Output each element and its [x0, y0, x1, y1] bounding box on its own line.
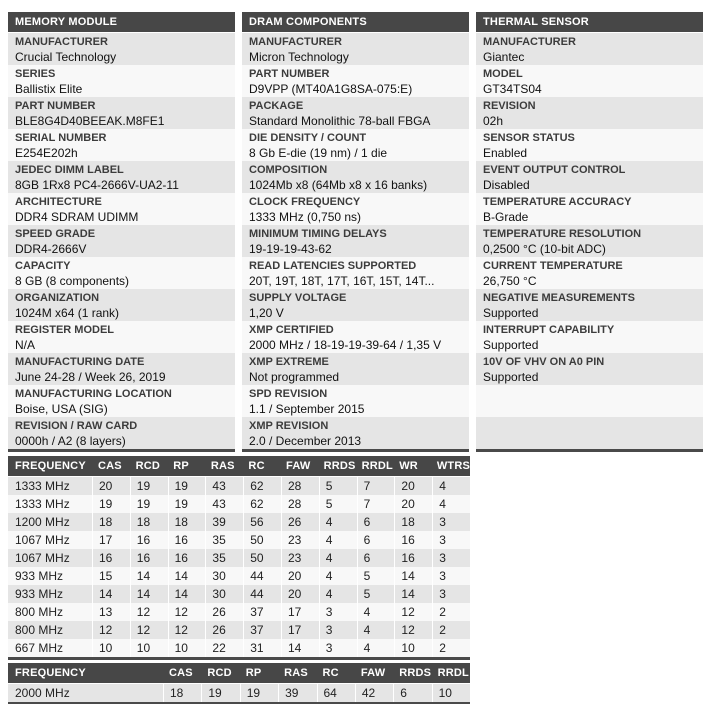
- timing-value-cell: 18: [92, 513, 130, 531]
- timing-value-cell: 4: [319, 549, 357, 567]
- spec-label: ORGANIZATION: [15, 292, 100, 304]
- spec-row: [476, 289, 703, 321]
- timing-value-cell: 4: [319, 585, 357, 603]
- timing-value-cell: 50: [243, 531, 281, 549]
- timing-value-cell: 37: [243, 621, 281, 639]
- spec-value: 2000 MHz / 18-19-19-39-64 / 1,35 V: [249, 338, 442, 352]
- spec-row: [242, 33, 469, 65]
- spec-row: [476, 33, 703, 65]
- spec-row: [242, 289, 469, 321]
- spec-label: SPD REVISION: [249, 388, 328, 400]
- spec-label: JEDEC DIMM LABEL: [15, 164, 124, 176]
- spec-label: REGISTER MODEL: [15, 324, 115, 336]
- spec-label: TEMPERATURE ACCURACY: [483, 196, 632, 208]
- timing-value-cell: 12: [394, 621, 432, 639]
- spec-label: PART NUMBER: [249, 68, 330, 80]
- spec-label: REVISION / RAW CARD: [15, 420, 138, 432]
- spec-value: Not programmed: [249, 370, 340, 384]
- timing-value-cell: 43: [205, 477, 243, 495]
- spec-row: [476, 225, 703, 257]
- timing-value-cell: 6: [393, 684, 431, 702]
- spec-label: NEGATIVE MEASUREMENTS: [483, 292, 635, 304]
- spec-value: 26,750 °C: [483, 274, 537, 288]
- spec-label: EVENT OUTPUT CONTROL: [483, 164, 626, 176]
- spec-value: Crucial Technology: [15, 50, 117, 64]
- timing-value-cell: 35: [205, 531, 243, 549]
- timing-value-cell: 44: [243, 567, 281, 585]
- timing-value-cell: 18: [130, 513, 168, 531]
- spec-value: Boise, USA (SIG): [15, 402, 108, 416]
- timing-frequency-cell: 1200 MHz: [15, 515, 70, 529]
- timing-value-cell: 14: [168, 585, 206, 603]
- timing-value-cell: 20: [394, 495, 432, 513]
- timing-value-cell: 17: [281, 603, 319, 621]
- spec-row: [242, 385, 469, 417]
- spec-row: [242, 161, 469, 193]
- spec-row: [242, 353, 469, 385]
- timing-row: [8, 477, 470, 495]
- spec-value: Supported: [483, 370, 539, 384]
- spec-label: CAPACITY: [15, 260, 71, 272]
- timing-value-cell: 19: [92, 495, 130, 513]
- spec-row: [242, 225, 469, 257]
- xmp-timings-table: [8, 663, 470, 704]
- memory-module-panel: [8, 12, 235, 452]
- timing-value-cell: 28: [281, 477, 319, 495]
- timing-header-cell: CAS: [98, 460, 122, 472]
- timing-row: [8, 684, 470, 702]
- timing-value-cell: 16: [130, 531, 168, 549]
- timing-value-cell: 42: [355, 684, 393, 702]
- spec-row: [8, 193, 235, 225]
- timing-value-cell: 62: [243, 495, 281, 513]
- timing-value-cell: 18: [163, 684, 201, 702]
- timing-value-cell: 2: [432, 621, 470, 639]
- timing-header-cell: RAS: [210, 460, 235, 472]
- timing-value-cell: 12: [168, 603, 206, 621]
- timing-header-cell: FREQUENCY: [15, 667, 86, 679]
- timing-value-cell: 14: [92, 585, 130, 603]
- timing-value-cell: 39: [278, 684, 316, 702]
- spec-value: Disabled: [483, 178, 530, 192]
- spec-label: DIE DENSITY / COUNT: [249, 132, 367, 144]
- spec-value: 0,2500 °C (10-bit ADC): [483, 242, 606, 256]
- timing-value-cell: 19: [130, 477, 168, 495]
- spec-label: CURRENT TEMPERATURE: [483, 260, 623, 272]
- spec-value: E254E202h: [15, 146, 78, 160]
- timing-value-cell: 16: [168, 531, 206, 549]
- spec-row: [242, 129, 469, 161]
- spec-row: [8, 97, 235, 129]
- timing-value-cell: 31: [243, 639, 281, 657]
- timing-value-cell: 23: [281, 549, 319, 567]
- spec-label: SERIAL NUMBER: [15, 132, 107, 144]
- spec-value: 2.0 / December 2013: [249, 434, 362, 448]
- timing-value-cell: 12: [168, 621, 206, 639]
- spec-row: [8, 129, 235, 161]
- spec-label: CLOCK FREQUENCY: [249, 196, 361, 208]
- spec-label: MINIMUM TIMING DELAYS: [249, 228, 387, 240]
- timing-frequency-cell: 800 MHz: [15, 623, 64, 637]
- spec-value: GT34TS04: [483, 82, 542, 96]
- timing-header-row: [8, 663, 470, 683]
- spec-row: [8, 321, 235, 353]
- spec-label: READ LATENCIES SUPPORTED: [249, 260, 417, 272]
- timing-value-cell: 4: [357, 603, 395, 621]
- timing-value-cell: 19: [130, 495, 168, 513]
- spec-label: PACKAGE: [249, 100, 304, 112]
- spec-row: [242, 417, 469, 449]
- timing-value-cell: 17: [281, 621, 319, 639]
- timing-value-cell: 6: [357, 513, 395, 531]
- spec-label: REVISION: [483, 100, 536, 112]
- timing-value-cell: 64: [317, 684, 355, 702]
- timing-value-cell: 43: [205, 495, 243, 513]
- timing-value-cell: 6: [357, 549, 395, 567]
- timing-value-cell: 3: [432, 585, 470, 603]
- timing-value-cell: 23: [281, 531, 319, 549]
- timing-value-cell: 39: [205, 513, 243, 531]
- timing-header-cell: RC: [322, 667, 339, 679]
- timing-frequency-cell: 1067 MHz: [15, 533, 70, 547]
- timing-value-cell: 3: [432, 513, 470, 531]
- timing-value-cell: 12: [394, 603, 432, 621]
- spec-label: COMPOSITION: [249, 164, 328, 176]
- timing-header-cell: RCD: [135, 460, 161, 472]
- timing-header-cell: RC: [248, 460, 265, 472]
- timing-value-cell: 16: [394, 549, 432, 567]
- spec-label: SUPPLY VOLTAGE: [249, 292, 347, 304]
- timing-header-cell: RAS: [284, 667, 308, 679]
- spec-row: [476, 161, 703, 193]
- timing-value-cell: 14: [130, 567, 168, 585]
- spec-row: [476, 257, 703, 289]
- timing-value-cell: 4: [319, 567, 357, 585]
- timing-value-cell: 16: [130, 549, 168, 567]
- spec-value: 8GB 1Rx8 PC4-2666V-UA2-11: [15, 178, 179, 192]
- spec-row: [242, 65, 469, 97]
- spec-row: [476, 193, 703, 225]
- timing-frequency-cell: 667 MHz: [15, 641, 64, 655]
- spec-value: Supported: [483, 338, 539, 352]
- timing-row: [8, 549, 470, 567]
- timing-header-cell: RP: [245, 667, 262, 679]
- spec-row: [476, 65, 703, 97]
- timing-frequency-cell: 2000 MHz: [15, 686, 70, 700]
- timing-value-cell: 44: [243, 585, 281, 603]
- timing-value-cell: 2: [432, 639, 470, 657]
- timing-header-cell: FREQUENCY: [15, 460, 86, 472]
- timing-frequency-cell: 1067 MHz: [15, 551, 70, 565]
- spec-value: 1333 MHz (0,750 ns): [249, 210, 362, 224]
- timing-value-cell: 26: [205, 603, 243, 621]
- spec-row: [476, 417, 703, 449]
- spec-row: [242, 257, 469, 289]
- spec-value: 1,20 V: [249, 306, 284, 320]
- spec-label: MANUFACTURING DATE: [15, 356, 145, 368]
- spec-row: [8, 385, 235, 417]
- timing-value-cell: 10: [130, 639, 168, 657]
- timing-value-cell: 22: [205, 639, 243, 657]
- timing-value-cell: 16: [394, 531, 432, 549]
- timing-value-cell: 26: [205, 621, 243, 639]
- spec-label: MANUFACTURING LOCATION: [15, 388, 172, 400]
- spec-row: [476, 129, 703, 161]
- spec-value: Supported: [483, 306, 539, 320]
- spec-value: 02h: [483, 114, 504, 128]
- spec-value: DDR4 SDRAM UDIMM: [15, 210, 139, 224]
- timing-value-cell: 20: [281, 585, 319, 603]
- timing-row: [8, 639, 470, 657]
- spec-value: 1024M x64 (1 rank): [15, 306, 120, 320]
- timing-value-cell: 7: [357, 477, 395, 495]
- spec-row: [8, 257, 235, 289]
- timing-value-cell: 10: [432, 684, 470, 702]
- spec-row: [476, 97, 703, 129]
- timing-value-cell: 20: [281, 567, 319, 585]
- timing-header-cell: WR: [399, 460, 418, 472]
- spec-value: June 24-28 / Week 26, 2019: [15, 370, 166, 384]
- thermal-sensor-panel-header: THERMAL SENSOR: [476, 12, 703, 32]
- timing-value-cell: 19: [240, 684, 278, 702]
- timing-value-cell: 20: [394, 477, 432, 495]
- timing-value-cell: 4: [319, 531, 357, 549]
- spec-label: SERIES: [15, 68, 56, 80]
- timing-value-cell: 10: [92, 639, 130, 657]
- spec-label: XMP EXTREME: [249, 356, 329, 368]
- spec-row: [8, 417, 235, 449]
- spec-row: [8, 225, 235, 257]
- spec-value: N/A: [15, 338, 36, 352]
- timing-row: [8, 513, 470, 531]
- spec-label: XMP CERTIFIED: [249, 324, 334, 336]
- timing-header-cell: RRDS: [323, 460, 356, 472]
- dram-components-panel-header: DRAM COMPONENTS: [242, 12, 469, 32]
- timing-value-cell: 50: [243, 549, 281, 567]
- spec-value: Micron Technology: [249, 50, 349, 64]
- timing-header-cell: RCD: [207, 667, 232, 679]
- timing-value-cell: 20: [92, 477, 130, 495]
- memory-module-panel-header: MEMORY MODULE: [8, 12, 235, 32]
- thermal-sensor-panel: [476, 12, 703, 452]
- spec-row: [242, 193, 469, 225]
- timing-value-cell: 3: [432, 531, 470, 549]
- timing-row: [8, 621, 470, 639]
- spec-value: DDR4-2666V: [15, 242, 87, 256]
- timing-value-cell: 6: [357, 531, 395, 549]
- timing-value-cell: 13: [92, 603, 130, 621]
- timing-value-cell: 5: [319, 477, 357, 495]
- timing-header-cell: RRDS: [399, 667, 432, 679]
- timing-value-cell: 12: [130, 621, 168, 639]
- timing-value-cell: 12: [92, 621, 130, 639]
- spec-label: PART NUMBER: [15, 100, 96, 112]
- spec-row: [8, 161, 235, 193]
- timing-value-cell: 5: [357, 585, 395, 603]
- spec-row: [242, 321, 469, 353]
- timing-value-cell: 3: [319, 639, 357, 657]
- timing-value-cell: 62: [243, 477, 281, 495]
- spec-row: [8, 65, 235, 97]
- timing-frequency-cell: 933 MHz: [15, 569, 64, 583]
- spec-value: Enabled: [483, 146, 528, 160]
- spec-label: XMP REVISION: [249, 420, 329, 432]
- timing-row: [8, 531, 470, 549]
- spec-label: 10V OF VHV ON A0 PIN: [483, 356, 605, 368]
- timing-value-cell: 16: [92, 549, 130, 567]
- spec-label: MANUFACTURER: [15, 36, 108, 48]
- spec-value: 8 Gb E-die (19 nm) / 1 die: [249, 146, 388, 160]
- spec-label: ARCHITECTURE: [15, 196, 102, 208]
- jedec-timings-table: [8, 456, 470, 660]
- timing-header-cell: FAW: [360, 667, 386, 679]
- timing-value-cell: 18: [168, 513, 206, 531]
- timing-value-cell: 26: [281, 513, 319, 531]
- spec-value: 19-19-19-43-62: [249, 242, 332, 256]
- timing-value-cell: 2: [432, 603, 470, 621]
- timing-value-cell: 35: [205, 549, 243, 567]
- spec-value: 0000h / A2 (8 layers): [15, 434, 126, 448]
- spec-label: MODEL: [483, 68, 523, 80]
- dram-components-panel: [242, 12, 469, 452]
- timing-header-row: [8, 456, 470, 476]
- timing-frequency-cell: 933 MHz: [15, 587, 64, 601]
- timing-value-cell: 30: [205, 567, 243, 585]
- timing-value-cell: 19: [201, 684, 239, 702]
- timing-header-cell: RRDL: [437, 667, 469, 679]
- spec-label: SPEED GRADE: [15, 228, 96, 240]
- spec-row: [8, 353, 235, 385]
- timing-value-cell: 19: [168, 477, 206, 495]
- timing-value-cell: 14: [394, 585, 432, 603]
- timing-value-cell: 3: [432, 549, 470, 567]
- spec-value: 8 GB (8 components): [15, 274, 130, 288]
- spec-label: INTERRUPT CAPABILITY: [483, 324, 615, 336]
- timing-value-cell: 14: [130, 585, 168, 603]
- timing-value-cell: 18: [394, 513, 432, 531]
- timing-value-cell: 15: [92, 567, 130, 585]
- timing-value-cell: 4: [432, 495, 470, 513]
- timing-value-cell: 14: [281, 639, 319, 657]
- timing-value-cell: 4: [357, 639, 395, 657]
- timing-value-cell: 30: [205, 585, 243, 603]
- timing-value-cell: 14: [394, 567, 432, 585]
- spec-value: Ballistix Elite: [15, 82, 83, 96]
- timing-value-cell: 5: [319, 495, 357, 513]
- timing-value-cell: 10: [168, 639, 206, 657]
- timing-value-cell: 28: [281, 495, 319, 513]
- timing-value-cell: 4: [357, 621, 395, 639]
- timing-value-cell: 7: [357, 495, 395, 513]
- timing-value-cell: 3: [319, 603, 357, 621]
- timing-value-cell: 37: [243, 603, 281, 621]
- spec-value: 1024Mb x8 (64Mb x8 x 16 banks): [249, 178, 428, 192]
- info-panel-grid: [8, 12, 703, 452]
- spec-value: D9VPP (MT40A1G8SA-075:E): [249, 82, 413, 96]
- timing-value-cell: 4: [432, 477, 470, 495]
- timing-frequency-cell: 800 MHz: [15, 605, 64, 619]
- timing-value-cell: 19: [168, 495, 206, 513]
- timing-header-cell: RP: [173, 460, 189, 472]
- timing-row: [8, 603, 470, 621]
- timing-value-cell: 17: [92, 531, 130, 549]
- spec-label: SENSOR STATUS: [483, 132, 575, 144]
- timing-value-cell: 3: [319, 621, 357, 639]
- spec-value: Giantec: [483, 50, 525, 64]
- timing-frequency-cell: 1333 MHz: [15, 497, 70, 511]
- timing-value-cell: 56: [243, 513, 281, 531]
- spec-row: [242, 97, 469, 129]
- timing-header-cell: CAS: [169, 667, 193, 679]
- timing-value-cell: 3: [432, 567, 470, 585]
- timing-value-cell: 14: [168, 567, 206, 585]
- timing-header-cell: WTRS: [436, 460, 470, 472]
- spec-row: [476, 321, 703, 353]
- spec-value: 20T, 19T, 18T, 17T, 16T, 15T, 14T...: [249, 274, 435, 288]
- timing-value-cell: 16: [168, 549, 206, 567]
- spec-value: B-Grade: [483, 210, 529, 224]
- spec-label: MANUFACTURER: [483, 36, 576, 48]
- spec-label: MANUFACTURER: [249, 36, 342, 48]
- timing-value-cell: 10: [394, 639, 432, 657]
- spec-row: [476, 353, 703, 385]
- timing-row: [8, 495, 470, 513]
- timing-header-cell: FAW: [286, 460, 311, 472]
- spec-row: [476, 385, 703, 417]
- timing-header-cell: RRDL: [361, 460, 393, 472]
- timing-value-cell: 5: [357, 567, 395, 585]
- spec-value: Standard Monolithic 78-ball FBGA: [249, 114, 431, 128]
- spec-value: BLE8G4D40BEEAK.M8FE1: [15, 114, 165, 128]
- spec-label: TEMPERATURE RESOLUTION: [483, 228, 642, 240]
- spec-value: 1.1 / September 2015: [249, 402, 365, 416]
- spec-row: [8, 33, 235, 65]
- timing-value-cell: 12: [130, 603, 168, 621]
- timing-row: [8, 585, 470, 603]
- timing-value-cell: 4: [319, 513, 357, 531]
- spec-row: [8, 289, 235, 321]
- timing-frequency-cell: 1333 MHz: [15, 479, 70, 493]
- timing-row: [8, 567, 470, 585]
